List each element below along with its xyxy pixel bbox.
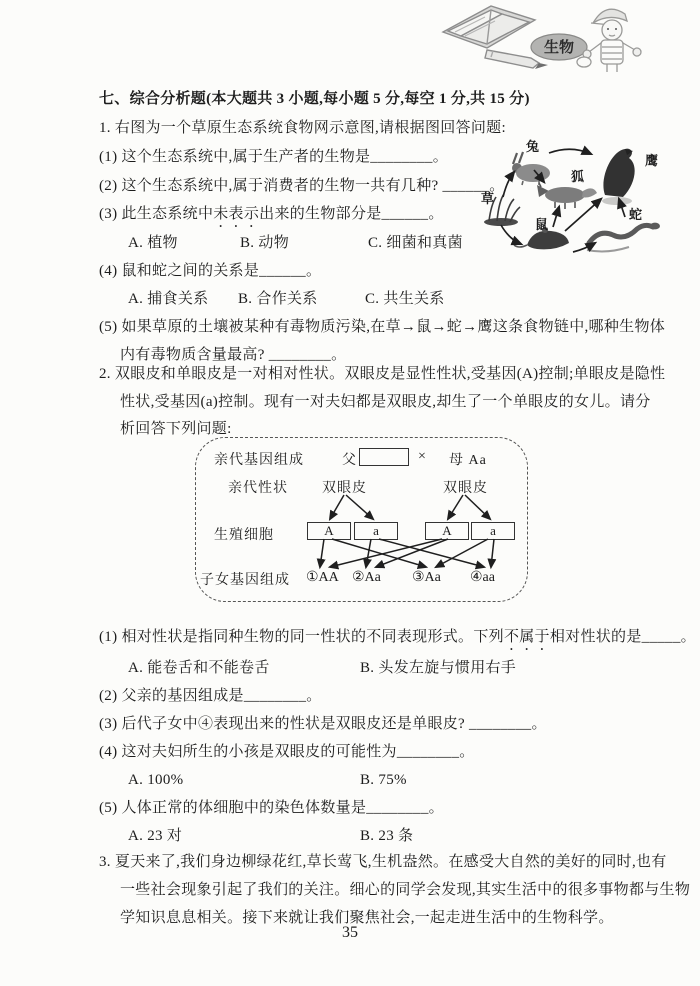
book-pencil-icon: [443, 6, 548, 69]
q1-sub4-option-a: A. 捕食关系: [128, 291, 209, 307]
q3-line2: 一些社会现象引起了我们的关注。细心的同学会发现,其实生活中的很多事物都与生物: [120, 882, 691, 898]
snake-label: 蛇: [629, 207, 643, 222]
q2-sub2: (2) 父亲的基因组成是________。: [99, 688, 322, 704]
q1-sub3-option-a: A. 植物: [128, 235, 178, 251]
gamete-box-father-A: A: [307, 522, 351, 540]
q2-sub5-option-a: A. 23 对: [128, 828, 183, 844]
q2-stem-line2: 性状,受基因(a)控制。现有一对夫妇都是双眼皮,却生了一个单眼皮的女儿。请分: [120, 394, 651, 410]
q1-stem: 1. 右图为一个草原生态系统食物网示意图,请根据图回答问题:: [99, 120, 506, 136]
eagle-label: 鹰: [645, 153, 659, 168]
q1-sub4-option-c: C. 共生关系: [365, 291, 445, 307]
fox-label: 狐: [571, 169, 585, 184]
gamete-row-label: 生殖细胞: [214, 528, 274, 543]
parent-trait-row-label: 亲代性状: [228, 481, 288, 496]
eagle-figure: [602, 149, 635, 205]
q1-sub4: (4) 鼠和蛇之间的关系是______。: [99, 263, 322, 279]
q2-sub4: (4) 这对夫妇所生的小孩是双眼皮的可能性为________。: [99, 744, 475, 760]
gamete-box-mother-a: a: [471, 522, 515, 540]
gamete-box-mother-A: A: [425, 522, 469, 540]
gamete-box-father-a: a: [354, 522, 398, 540]
student-cartoon: [577, 9, 641, 72]
rabbit-label: 兔: [526, 139, 540, 154]
offspring-2: ②Aa: [352, 570, 381, 585]
q2-sub3: (3) 后代子女中④表现出来的性状是双眼皮还是单眼皮? ________。: [99, 716, 547, 732]
q2-sub5: (5) 人体正常的体细胞中的染色体数量是________。: [99, 800, 444, 816]
q2-sub4-option-a: A. 100%: [128, 772, 184, 788]
q1-sub3-option-c: C. 细菌和真菌: [368, 235, 463, 251]
q1-sub3-emphasis: 未表示: [213, 206, 260, 222]
q1-sub3-post: 出来的生物部分是______。: [259, 206, 444, 222]
header-illustration: [435, 0, 680, 82]
cross-sign: ×: [418, 449, 427, 464]
offspring-3: ③Aa: [412, 570, 441, 585]
subject-badge: [531, 34, 587, 60]
mother-trait: 双眼皮: [443, 481, 488, 496]
page-number: 35: [342, 924, 358, 941]
rabbit-figure: [512, 152, 550, 185]
q2-stem-line3: 析回答下列问题:: [120, 421, 232, 437]
q2-sub1: [99, 627, 696, 654]
q1-sub2: (2) 这个生态系统中,属于消费者的生物一共有几种? ______。: [99, 178, 505, 194]
genetics-diagram: [195, 437, 528, 602]
father-trait: 双眼皮: [322, 481, 367, 496]
fox-figure: [537, 183, 597, 209]
snake-figure: [587, 223, 660, 252]
grass-label: 草: [481, 191, 495, 206]
subject-badge-label: 生物: [543, 40, 575, 56]
q3-line1: 3. 夏天来了,我们身边柳绿花红,草长莺飞,生机盎然。在感受大自然的美好的同时,也有: [99, 854, 667, 870]
q3-line3: 学知识息息相关。接下来就让我们聚焦社会,一起走进生活中的生物科学。: [120, 910, 614, 926]
q1-sub3: [99, 204, 444, 231]
food-web-figure: [477, 137, 699, 265]
offspring-1: ①AA: [306, 570, 339, 585]
q1-sub3-pre: (3) 此生态系统中: [99, 206, 214, 222]
q2-sub4-option-b: B. 75%: [360, 772, 407, 788]
q1-sub5-line1: (5) 如果草原的土壤被某种有毒物质污染,在草→鼠→蛇→鹰这条食物链中,哪种生物体: [99, 319, 666, 335]
mouse-label: 鼠: [535, 217, 549, 232]
offspring-row-label: 子女基因组成: [200, 573, 290, 588]
q2-sub1-post: 相对性状的是_____。: [549, 629, 696, 645]
q1-sub5-line2: 内有毒物质含量最高? ________。: [120, 347, 347, 363]
q2-sub1-pre: (1) 相对性状是指同种生物的同一性状的不同表现形式。下列: [99, 629, 504, 645]
section-title: 七、综合分析题(本大题共 3 小题,每小题 5 分,每空 1 分,共 15 分): [99, 91, 530, 107]
q2-sub1-option-b: B. 头发左旋与惯用右手: [360, 660, 517, 676]
q1-sub4-option-b: B. 合作关系: [238, 291, 318, 307]
father-label: 父: [342, 453, 357, 468]
q2-sub5-option-b: B. 23 条: [360, 828, 414, 844]
q2-sub1-emphasis: 不属于: [503, 629, 550, 645]
mother-label: 母 Aa: [449, 453, 487, 468]
parent-genotype-row-label: 亲代基因组成: [214, 453, 304, 468]
q1-sub1: (1) 这个生态系统中,属于生产者的生物是________。: [99, 149, 448, 165]
q1-sub3-option-b: B. 动物: [240, 235, 290, 251]
q2-sub1-option-a: A. 能卷舌和不能卷舌: [128, 660, 270, 676]
q2-stem-line1: 2. 双眼皮和单眼皮是一对相对性状。双眼皮是显性性状,受基因(A)控制;单眼皮是隐性: [99, 366, 666, 382]
genetics-diagram-arrows: [196, 438, 527, 601]
offspring-4: ④aa: [470, 570, 495, 585]
